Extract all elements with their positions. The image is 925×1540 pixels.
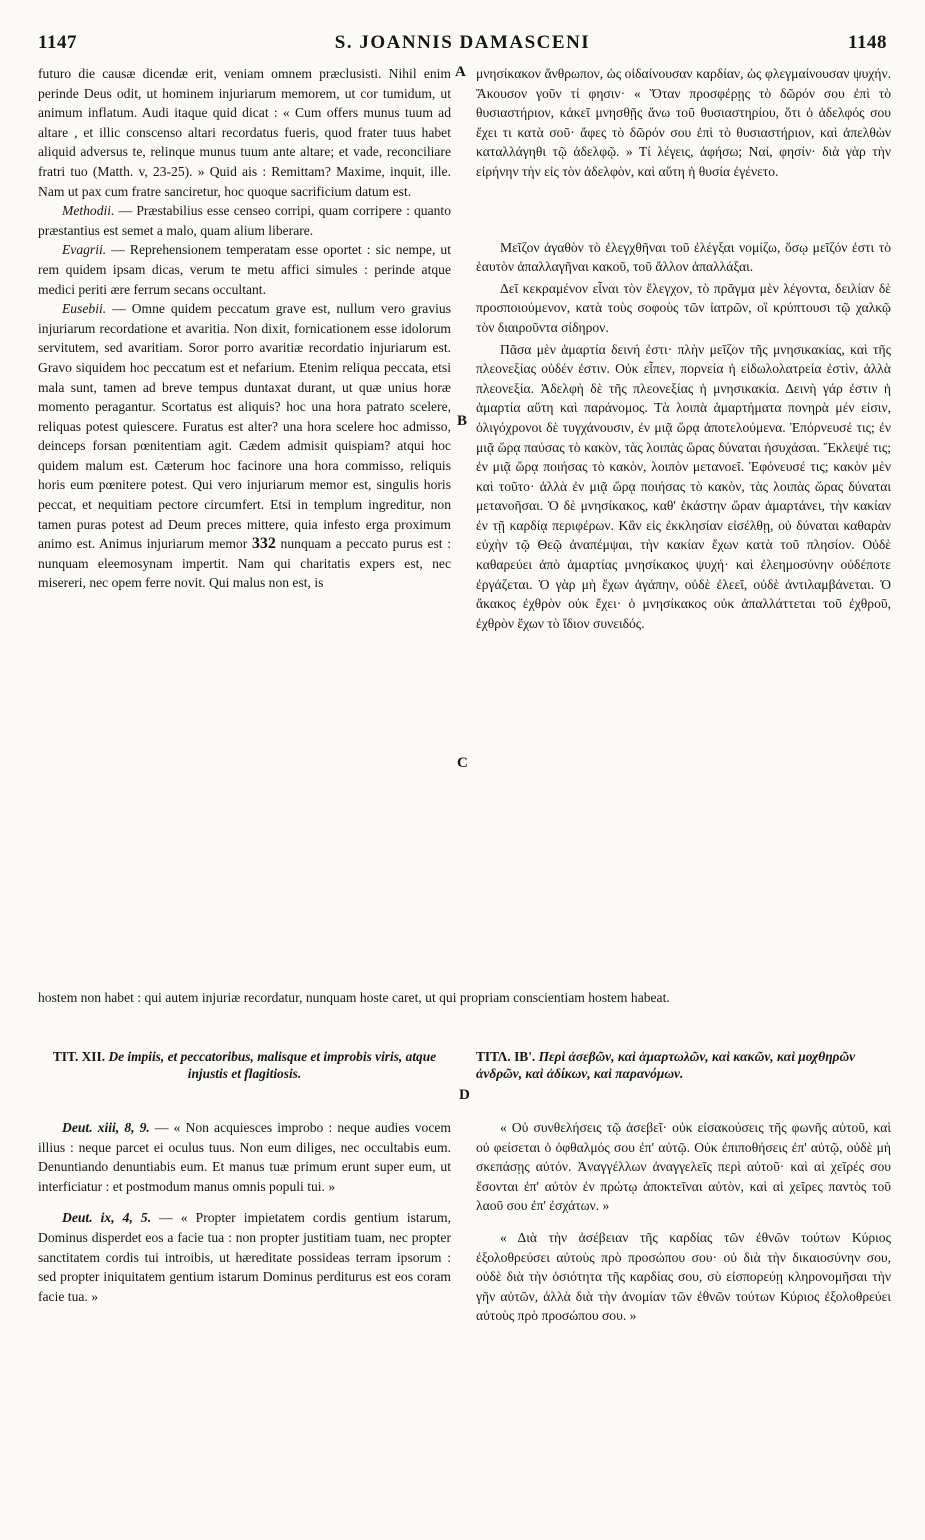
- title-prefix: TIT. XII.: [52, 1049, 106, 1064]
- latin-paragraph: — « Propter impietatem cordis gentium istarum, Dominus disperdet eos a facie tua : non propter justitiam tuam, nec propter sanctitatem cordis tui introibis, ut hæreditate possideas terram ipsorum : sed propter iniquitatem gentium istarum Dominus perditurus est eos coram facie tua. »: [38, 1210, 451, 1304]
- latin-column-bottom: [38, 1118, 451, 1306]
- greek-paragraph: Μεῖζον ἀγαθὸν τὸ ἐλεγχθῆναι τοῦ ἐλέγξαι νομίζω, ὅσῳ μεῖζόν ἐστι τὸ ἑαυτὸν ἀπαλλαγῆναι κακοῦ, τοῦ ἄλλον ἀπαλλάξαι.: [476, 239, 891, 275]
- greek-paragraph: « Οὐ συνθελήσεις τῷ ἀσεβεῖ· οὐκ εἰσακούσεις τῆς φωνῆς αὐτοῦ, καὶ οὐ φείσεται ὁ ὀφθαλμός σου ἐπ' αὐτῷ. Οὐκ ἐπιποθήσεις ἐπ' αὐτῷ, οὐδὲ μὴ σκεπάσῃς αὐτόν. Ἀναγγέλλων ἀναγγελεῖς περὶ αὐτοῦ· καὶ αἱ χεῖρές σου ἔσονται ἐπ' αὐτὸν ἐν πρώτῳ ἀποκτεῖναι αὐτὸν, καὶ αἱ χεῖρες παντὸς τοῦ λαοῦ σου ἐπ' ἐσχάτων. »: [476, 1120, 891, 1214]
- latin-paragraph: — Reprehensionem temperatam esse oportet : sic nempe, ut rem quidem ipsam dicas, verum te metu affici simules : perinde atque medici periti ære ferrum secans occultant.: [38, 242, 451, 297]
- margin-letter-d: D: [459, 1087, 470, 1103]
- margin-letter-c: C: [457, 755, 468, 771]
- title-text: De impiis, et peccatoribus, malisque et improbis viris, atque injustis et flagitiosis.: [108, 1049, 437, 1081]
- page-number-right: 1148: [848, 32, 887, 53]
- full-width-line: hostem non habet : qui autem injuriæ recordatur, nunquam hoste caret, ut qui propriam conscientiam hostem habeat.: [38, 990, 670, 1005]
- running-title: S. JOANNIS DAMASCENI: [334, 32, 591, 53]
- column-number: 332: [251, 535, 276, 553]
- margin-letter-b: B: [457, 413, 468, 429]
- latin-column-top: [38, 64, 451, 593]
- title-prefix: ΤΙΤΛ. ΙΒ'.: [476, 1049, 536, 1064]
- margin-letter-a: A: [455, 64, 466, 80]
- latin-paragraph: nunquam a peccato purus est : nunquam eleemosynam impertit. Nam qui charitatis expers est, nec misereri, nec opem ferre novit. Qui malus non est, is: [38, 536, 451, 591]
- source-label: Eusebii.: [62, 301, 107, 317]
- latin-paragraph: — Præstabilius esse censeo corripi, quam corripere : quanto præstantius est semet a malo, quam alium liberare.: [38, 203, 451, 238]
- greek-paragraph: « Διὰ τὴν ἀσέβειαν τῆς καρδίας τῶν ἐθνῶν τούτων Κύριος ἐξολοθρεύσει αὐτοὺς πρὸ προσώπου σου· οὐ διὰ τὴν δικαιοσύνην σου, οὐδὲ διὰ τὴν ὁσιότητα τῆς καρδίας σου, σὺ εἰσπορεύῃ κληρονομῆσαι τὴν γῆν αὐτῶν, ἀλλὰ διὰ τὴν ἀνομίαν τῶν ἐθνῶν τούτων Κύριος ἐξολοθρεύει αὐτοὺς πρὸ προσώπου σου. »: [476, 1229, 891, 1324]
- latin-paragraph: — Omne quidem peccatum grave est, nullum vero gravius injuriarum recordatione et avaritia. Non dixit, fornicationem esse idolorum servitutem, sed avaritiam. Soror porro avaritiæ recordatio injuriarum est. Gravo siquidem hoc peccatum est et nefarium. Etenim reliqua peccata, etsi mala sunt, tamen ad breve tempus duntaxat durant, ut quæ unius horæ momento peragantur. Scortatus est aliquis? hoc una hora patrato scelere, reliquas potest quiescere. Furatus est alter? una hora scelere hoc admisso, deinceps forsan pœnitentiam agit. Cædem admisit quispiam? atqui hoc quidem malum est. Cæterum hoc facinore una hora commisso, reliquis horis eum pœnitere potest. Qui vero injuriarum memor est, singulis horis peccat, et nequitiam pectore circumfert. Etsi in templum ingreditur, non tamen puras potest ad Deum preces mittere, quia infesto erga proximum animo est. Animus injuriarum memor: [38, 301, 451, 552]
- source-label: Deut. ix, 4, 5.: [62, 1210, 152, 1226]
- title-text: Περὶ ἀσεβῶν, καὶ ἁμαρτωλῶν, καὶ κακῶν, καὶ μοχθηρῶν ἀνδρῶν, καὶ ἀδίκων, καὶ παρανόμων.: [476, 1049, 856, 1081]
- latin-title: [38, 1048, 451, 1082]
- latin-paragraph: futuro die causæ dicendæ erit, veniam omnem præclusisti. Nihil enim perinde Deus odit, ut hominem injuriarum memorem, ut cor tumidum, ut animum inflatum. Audi itaque quid dicat : « Cum offers munus tuum ad altare , et illic conscenso altari recordatus fueris, quod frater tuus habet aliquid adversus te, relinque munus tuum ante altare; et vade, reconciliare fratri tuo (Matth. v, 23-25). » Quid ais : Remittam? Maxime, inquit, ille. Nam ut pax cum fratre sanciretur, hoc quoque sacrificium datum est.: [38, 66, 451, 199]
- source-label: Deut. xiii, 8, 9.: [62, 1120, 150, 1135]
- latin-paragraph: — « Non acquiesces improbo : neque audies vocem illius : neque parcet ei oculus tuus. Non eum diliges, nec occultabis eum. Denuntiando denuntiabis eum. Et manus tuæ primum erunt super eum, ut interficiatur : et postmodum manus omnis populi tui. »: [38, 1120, 451, 1194]
- greek-paragraph: Πᾶσα μὲν ἁμαρτία δεινή ἐστι· πλὴν μεῖζον τῆς μνησικακίας, καὶ τῆς πλεονεξίας οὐδέν ἐστιν. Οὐκ εἶπεν, πορνεία ἡ εἰδωλολατρεία ἐστὶν, ἀλλὰ πλεονεξία. Ἀδελφὴ δὲ τῆς πλεονεξίας ἡ μνησικακία. Δεινὴ γάρ ἐστιν ἡ ἁμαρτία αὕτη καὶ παράνομος. Τὰ λοιπὰ ἁμαρτήματα πονηρὰ μέν εἰσιν, ὀλιγόχρονοι δὲ τυγχάνουσιν, ἐν μιᾷ ὥρᾳ ἀποτελούμενα. Ἐπόρνευσέ τις; ἐν μιᾷ ὥρᾳ παύσας τὸ κακὸν, τὰς λοιπὰς ὥρας δύναται ἡσυχάσαι. Ἔκλεψέ τις; ἐν μιᾷ ὥρᾳ ποιήσας τὸ κακὸν, λοιπὸν μετανοεῖ. Ἐφόνευσέ τις; κακὸν μὲν καὶ τοῦτο· ἀλλὰ ἐν μιᾷ ὥρᾳ ποιήσας τὸ κακὸν, τὰς λοιπὰς ὥρας δύναται μετανοῆσαι. Ὁ δὲ μνησίκακος, καθ' ἑκάστην ὥραν ἁμαρτάνει, τὴν κακίαν ἐν τῇ καρδίᾳ περιφέρων. Κἂν εἰς ἐκκλησίαν εἰσέλθῃ, οὐ δύναται καθαρὰν εὐχὴν τῷ Θεῷ ἀναπέμψαι, τὴν κακίαν ἔχων κατὰ τοῦ πλησίον. Οὐδὲ καθαρεύει ἀπὸ ἁμαρτίας μνησίκακος ψυχή· καὶ ἐλεημοσύνην οὐδέποτε ἐργάζεται. Ὁ γὰρ μὴ ἔχων ἀγάπην, οὐδὲ ἐλεεῖ, οὐδὲ ἀντιλαμβάνεται. Ὁ ἄκακος ἐχθρὸν οὐκ ἔχει· ὁ μνησίκακος οὐκ ἀπαλλάττεται τοῦ ἐχθροῦ, ἐχθρὸν ἔχων τὸ ἴδιον συνειδός.: [476, 341, 891, 631]
- greek-column-bottom: [476, 1118, 891, 1326]
- page-header: [38, 32, 887, 58]
- greek-column-top: [476, 64, 891, 633]
- source-label: Methodii.: [62, 203, 115, 219]
- page-number-left: 1147: [38, 32, 77, 53]
- greek-paragraph: Δεῖ κεκραμένον εἶναι τὸν ἔλεγχον, τὸ πρᾶγμα μὲν λέγοντα, δειλίαν δὲ προσποιούμενον, κατὰ τοὺς σοφοὺς τῶν ἰατρῶν, οἳ κρύπτουσι τῷ χαλκῷ τὸν διαιροῦντα σίδηρον.: [476, 280, 891, 335]
- source-label: Evagrii.: [62, 242, 107, 258]
- greek-paragraph: μνησίκακον ἄνθρωπον, ὡς οἰδαίνουσαν καρδίαν, ὡς φλεγμαίνουσαν ψυχήν. Ἄκουσον γοῦν τί φησιν· « Ὅταν προσφέρῃς τὸ δῶρόν σου ἐπὶ τὸ θυσιαστήριον, κἀκεῖ μνησθῇς ἄνω τοῦ θυσιαστηρίου, ὅτι ὁ ἀδελφός σου ἔχει τι κατὰ σοῦ· ἄφες τὸ δῶρόν σου ἐπὶ τὸ θυσιαστήριον, καὶ ἀπελθὼν καταλλάγηθι τῷ ἀδελφῷ. » Τί λέγεις, ἀφήσω; Ναί, φησίν· διὰ γὰρ τὴν εἰρήνην τὴν εἰς τὸν ἀδελφὸν, καὶ αὕτη ἡ θυσία ἐγένετο.: [476, 66, 891, 179]
- greek-title: [476, 1048, 891, 1082]
